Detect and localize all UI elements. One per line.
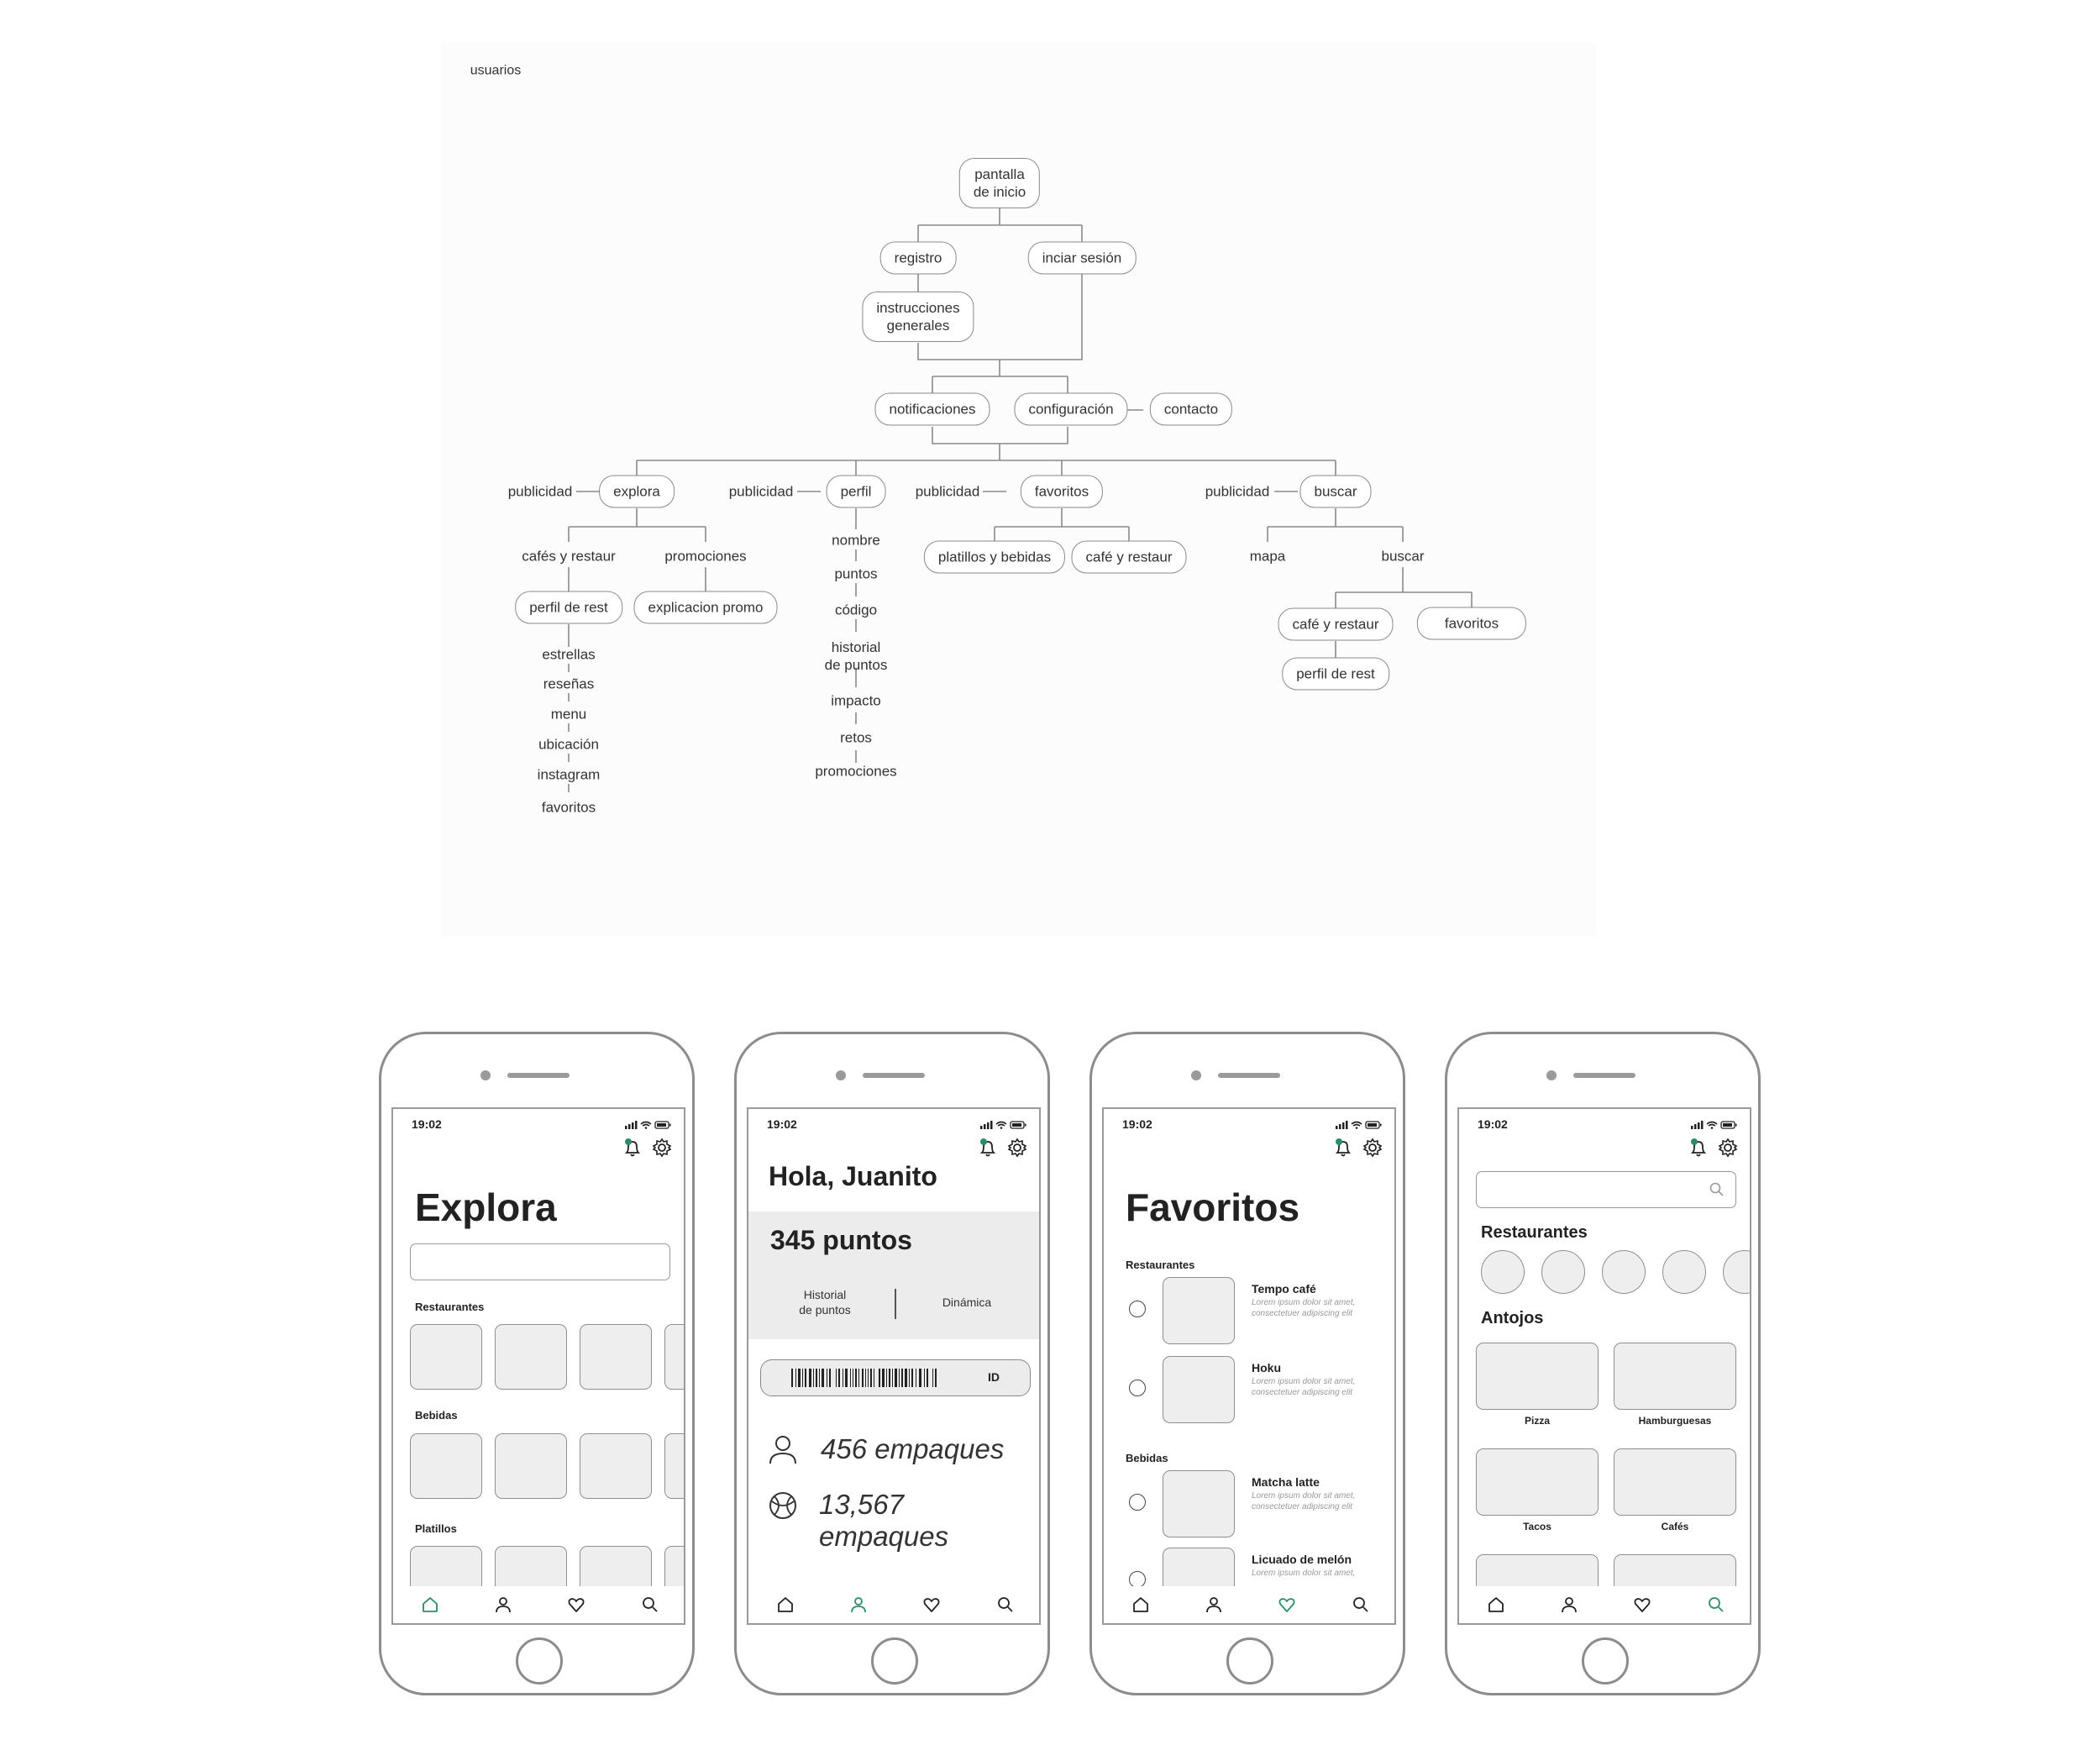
radio-button[interactable] — [1129, 1380, 1146, 1396]
history-button[interactable]: Historial de puntos — [799, 1288, 851, 1317]
node-iniciar-sesion: inciar sesión — [1028, 242, 1137, 275]
node-perfil-de-rest: perfil de rest — [515, 591, 622, 624]
tab-heart-icon[interactable] — [566, 1595, 586, 1615]
bell-icon[interactable] — [1334, 1138, 1352, 1158]
diagram-label: usuarios — [470, 63, 522, 78]
node-codigo: código — [834, 602, 878, 618]
status-icons — [980, 1119, 1027, 1134]
node-promociones-perfil: promociones — [815, 763, 897, 780]
restaurant-circle[interactable] — [1481, 1250, 1525, 1294]
tab-bar — [1104, 1586, 1394, 1625]
tab-profile-icon[interactable] — [1204, 1595, 1224, 1615]
tab-profile-icon[interactable] — [848, 1595, 869, 1615]
category-label: Tacos — [1523, 1521, 1551, 1532]
camera-dot — [836, 1070, 846, 1080]
tab-heart-icon[interactable] — [921, 1595, 942, 1615]
status-time: 19:02 — [1122, 1117, 1152, 1131]
favorite-desc: Lorem ipsum dolor sit amet, consectetuer adipiscing elit — [1252, 1298, 1356, 1318]
category-label: Cafés — [1661, 1521, 1689, 1532]
restaurant-card[interactable] — [495, 1324, 567, 1390]
status-bar — [748, 1117, 1039, 1134]
speaker — [863, 1073, 925, 1078]
restaurant-card[interactable] — [580, 1324, 652, 1390]
node-publicidad-buscar: publicidad — [1205, 483, 1270, 500]
points-panel — [748, 1212, 1039, 1339]
bell-icon[interactable] — [623, 1138, 642, 1158]
category-card[interactable] — [1614, 1448, 1736, 1516]
radio-button[interactable] — [1129, 1301, 1146, 1317]
node-puntos: puntos — [834, 565, 878, 582]
node-impacto: impacto — [831, 692, 881, 709]
status-time: 19:02 — [767, 1117, 797, 1131]
tab-heart-icon[interactable] — [1632, 1595, 1652, 1615]
tab-home-icon[interactable] — [420, 1595, 440, 1615]
node-perfil-rest-buscar: perfil de rest — [1282, 658, 1389, 691]
node-favoritos-buscar: favoritos — [1417, 607, 1526, 640]
barcode-card[interactable] — [760, 1359, 1031, 1396]
tab-search-icon[interactable] — [640, 1595, 660, 1615]
favorite-thumb — [1163, 1356, 1235, 1423]
restaurant-circle[interactable] — [1602, 1250, 1646, 1294]
tab-heart-icon[interactable] — [1277, 1595, 1297, 1615]
divider — [895, 1289, 896, 1319]
dinamica-button[interactable]: Dinámica — [942, 1296, 992, 1309]
screen-buscar — [1457, 1107, 1751, 1625]
section-bebidas: Bebidas — [415, 1409, 458, 1422]
tab-profile-icon[interactable] — [493, 1595, 513, 1615]
category-label: Pizza — [1524, 1415, 1550, 1427]
camera-dot — [1191, 1070, 1201, 1080]
node-buscar: buscar — [1299, 476, 1371, 508]
favorite-thumb — [1163, 1470, 1235, 1537]
node-promociones: promociones — [664, 548, 747, 565]
favorite-desc: Lorem ipsum dolor sit amet, — [1252, 1569, 1356, 1578]
node-ubicacion: ubicación — [538, 736, 599, 753]
home-button[interactable] — [1226, 1637, 1273, 1685]
tab-bar — [1459, 1586, 1750, 1625]
search-input[interactable] — [410, 1243, 670, 1280]
page-title: Explora — [415, 1185, 557, 1229]
status-bar — [1459, 1117, 1750, 1134]
favorite-title: Hoku — [1252, 1361, 1281, 1374]
status-icons — [1336, 1119, 1383, 1134]
drink-card[interactable] — [495, 1433, 567, 1499]
tab-bar — [393, 1586, 684, 1625]
bell-icon[interactable] — [979, 1138, 997, 1158]
home-button[interactable] — [871, 1637, 918, 1685]
phone-perfil — [734, 1032, 1050, 1695]
top-icons — [1689, 1138, 1738, 1162]
barcode-icon — [791, 1369, 976, 1387]
node-publicidad-favoritos: publicidad — [915, 483, 980, 500]
node-estrellas: estrellas — [542, 646, 596, 663]
category-label: Hamburguesas — [1638, 1415, 1712, 1427]
node-explicacion-promo: explicacion promo — [633, 591, 777, 624]
favorite-desc: Lorem ipsum dolor sit amet, consectetuer adipiscing elit — [1252, 1377, 1356, 1397]
screen-explora — [391, 1107, 685, 1625]
top-icons — [979, 1138, 1027, 1162]
drink-card[interactable] — [664, 1433, 685, 1499]
category-card[interactable] — [1476, 1448, 1599, 1516]
favorite-thumb — [1163, 1277, 1235, 1344]
speaker — [1573, 1073, 1635, 1078]
category-card[interactable] — [1614, 1343, 1736, 1410]
page-title: Favoritos — [1126, 1185, 1300, 1229]
section-bebidas: Bebidas — [1126, 1452, 1168, 1464]
node-nombre: nombre — [832, 532, 880, 549]
node-instagram: instagram — [537, 766, 601, 783]
status-bar — [1104, 1117, 1394, 1134]
section-restaurantes: Restaurantes — [1126, 1259, 1195, 1271]
stat-empaques-user: 456 empaques — [821, 1433, 1005, 1464]
stat-empaques-total: 13,567 empaques — [819, 1489, 949, 1552]
globe-icon — [767, 1490, 799, 1522]
status-icons — [625, 1119, 672, 1134]
status-icons — [1691, 1119, 1738, 1134]
node-pantalla-inicio: pantalla de inicio — [959, 158, 1040, 208]
gear-icon[interactable] — [1007, 1138, 1027, 1158]
points-total: 345 puntos — [770, 1225, 912, 1255]
node-publicidad-explora: publicidad — [507, 483, 573, 500]
camera-dot — [1546, 1070, 1557, 1080]
restaurant-card[interactable] — [410, 1324, 482, 1390]
status-time: 19:02 — [412, 1117, 442, 1131]
node-configuracion: configuración — [1014, 393, 1127, 426]
phone-explora — [379, 1032, 695, 1695]
section-platillos: Platillos — [415, 1522, 457, 1535]
screen-perfil — [747, 1107, 1041, 1625]
gear-icon[interactable] — [1362, 1138, 1383, 1158]
radio-button[interactable] — [1129, 1494, 1146, 1511]
tab-search-icon[interactable] — [1706, 1595, 1726, 1615]
node-retos: retos — [840, 729, 872, 746]
node-menu: menu — [550, 706, 587, 723]
greeting: Hola, Juanito — [769, 1161, 937, 1191]
drink-card[interactable] — [580, 1433, 652, 1499]
restaurant-circle[interactable] — [1541, 1250, 1585, 1294]
tab-home-icon[interactable] — [1131, 1595, 1151, 1615]
user-icon — [767, 1433, 799, 1467]
status-time: 19:02 — [1478, 1117, 1508, 1131]
camera-dot — [480, 1070, 491, 1080]
section-restaurantes: Restaurantes — [1481, 1223, 1588, 1242]
home-button[interactable] — [516, 1637, 563, 1685]
node-publicidad-perfil: publicidad — [728, 483, 794, 500]
node-cafes-restaur: cafés y restaur — [522, 548, 616, 565]
barcode-id: ID — [988, 1370, 1000, 1384]
node-resenas: reseñas — [543, 675, 595, 692]
favorite-title: Matcha latte — [1252, 1475, 1320, 1489]
tab-bar — [748, 1586, 1039, 1625]
node-contacto: contacto — [1150, 393, 1232, 426]
node-registro: registro — [880, 242, 957, 275]
favorite-desc: Lorem ipsum dolor sit amet, consectetuer adipiscing elit — [1252, 1491, 1356, 1511]
tab-search-icon[interactable] — [1351, 1595, 1371, 1615]
section-antojos: Antojos — [1481, 1309, 1544, 1327]
gear-icon[interactable] — [652, 1138, 672, 1158]
bell-icon[interactable] — [1689, 1138, 1708, 1158]
restaurant-circle[interactable] — [1723, 1250, 1751, 1294]
top-icons — [623, 1138, 672, 1162]
status-bar — [393, 1117, 684, 1134]
top-icons — [1334, 1138, 1383, 1162]
node-buscar-sub: buscar — [1381, 548, 1425, 565]
node-mapa: mapa — [1249, 548, 1286, 565]
speaker — [1218, 1073, 1280, 1078]
radio-button[interactable] — [1129, 1571, 1146, 1588]
search-icon — [1709, 1181, 1725, 1198]
phone-favoritos — [1089, 1032, 1405, 1695]
favorite-title: Licuado de melón — [1252, 1553, 1352, 1566]
node-cafe-restaur-buscar: café y restaur — [1278, 608, 1394, 641]
node-cafe-restaur-fav: café y restaur — [1072, 541, 1187, 574]
node-platillos-bebidas: platillos y bebidas — [924, 541, 1065, 574]
node-explora: explora — [599, 476, 675, 508]
node-instrucciones: instrucciones generales — [862, 292, 974, 342]
restaurant-card[interactable] — [664, 1324, 685, 1390]
node-notificaciones: notificaciones — [874, 393, 990, 426]
drink-card[interactable] — [410, 1433, 482, 1499]
restaurant-circle[interactable] — [1662, 1250, 1706, 1294]
tab-home-icon[interactable] — [1486, 1595, 1506, 1615]
tab-profile-icon[interactable] — [1559, 1595, 1579, 1615]
phone-buscar — [1445, 1032, 1761, 1695]
node-perfil: perfil — [827, 476, 886, 508]
category-card[interactable] — [1476, 1343, 1599, 1410]
tab-home-icon[interactable] — [775, 1595, 795, 1615]
home-button[interactable] — [1582, 1637, 1629, 1685]
speaker — [507, 1073, 570, 1078]
screen-favoritos — [1102, 1107, 1396, 1625]
node-favoritos: favoritos — [1021, 476, 1103, 508]
gear-icon[interactable] — [1718, 1138, 1738, 1158]
tab-search-icon[interactable] — [995, 1595, 1016, 1615]
node-favoritos-list: favoritos — [541, 799, 596, 816]
section-restaurantes: Restaurantes — [415, 1301, 485, 1313]
node-historial: historial de puntos — [824, 639, 888, 673]
favorite-title: Tempo café — [1252, 1282, 1316, 1296]
search-input[interactable] — [1476, 1171, 1736, 1208]
